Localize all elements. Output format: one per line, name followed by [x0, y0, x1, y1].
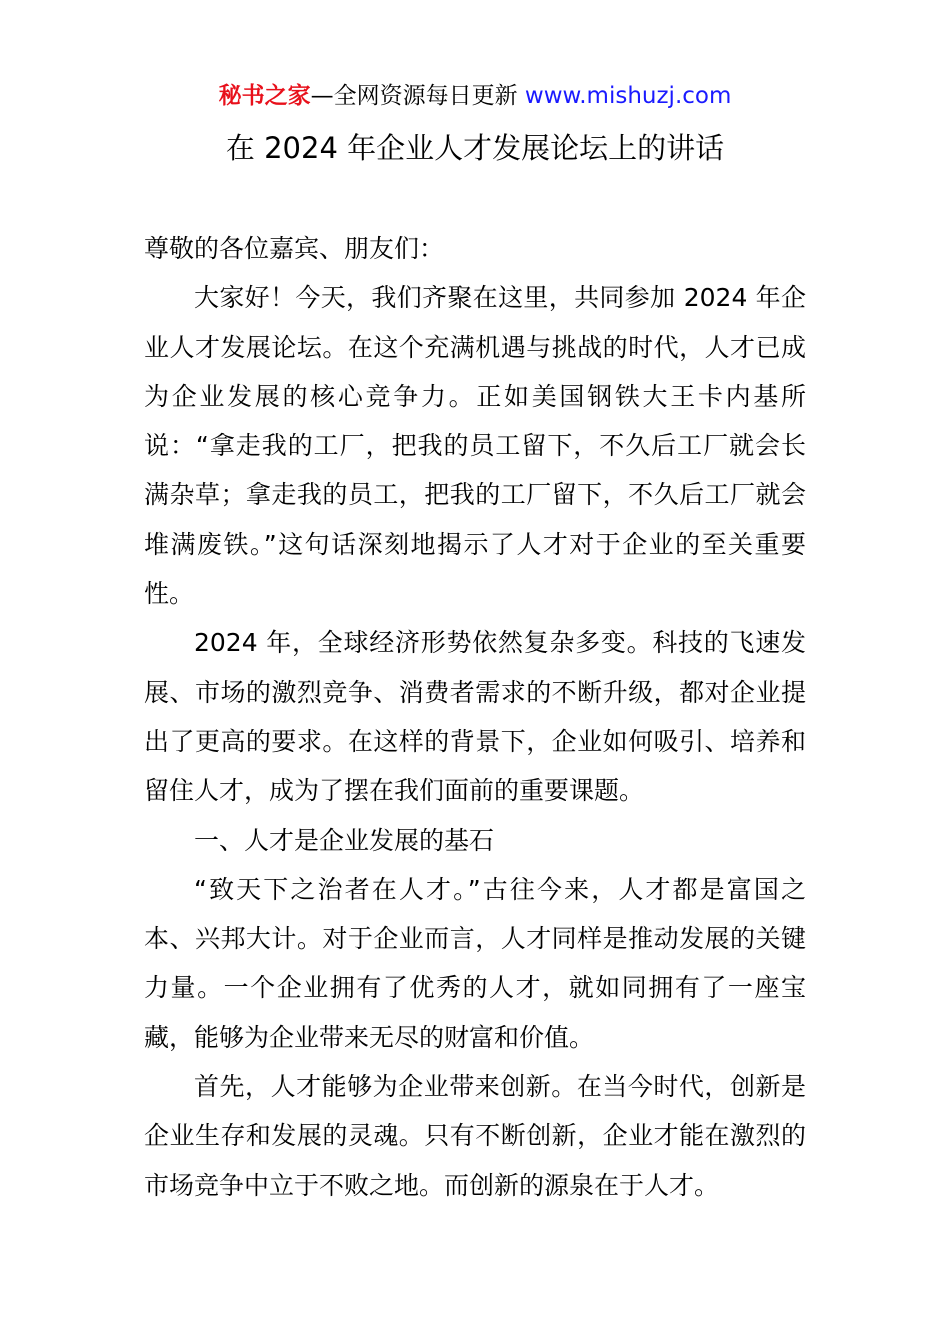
section-heading: 一、人才是企业发展的基石 [194, 825, 495, 855]
site-url-link[interactable]: www.mishuzj.com [524, 83, 732, 109]
site-brand: 秘书之家 [218, 83, 311, 109]
site-header [0, 80, 950, 112]
site-tagline: —全网资源每日更新 [310, 83, 525, 109]
document-body [144, 224, 806, 1210]
document-title: 在 2024 年企业人才发展论坛上的讲话 [225, 131, 725, 165]
body-paragraph: 大家好！今天，我们齐聚在这里，共同参加 2024 年企业人才发展论坛。在这个充满机遇与挑战的时代，人才已成为企业发展的核心竞争力。正如美国钢铁大王卡内基所说：“拿走我的工厂，把我的员工留下，不久后工厂就会长满杂草；拿走我的员工，把我的工厂留下，不久后工厂就会堆满废铁。”这句话深刻地揭示了人才对于企业的至关重要性。 [144, 283, 806, 609]
salutation: 尊敬的各位嘉宾、朋友们： [144, 234, 445, 263]
body-paragraph: 首先，人才能够为企业带来创新。在当今时代，创新是企业生存和发展的灵魂。只有不断创新，企业才能在激烈的市场竞争中立于不败之地。而创新的源泉在于人才。 [144, 1072, 806, 1200]
body-paragraph: 2024 年，全球经济形势依然复杂多变。科技的飞速发展、市场的激烈竞争、消费者需求的不断升级，都对企业提出了更高的要求。在这样的背景下，企业如何吸引、培养和留住人才，成为了摆在我们面前的重要课题。 [144, 628, 806, 806]
body-paragraph: “致天下之治者在人才。”古往今来，人才都是富国之本、兴邦大计。对于企业而言，人才同样是推动发展的关键力量。一个企业拥有了优秀的人才，就如同拥有了一座宝藏，能够为企业带来无尽的财富和价值。 [144, 874, 806, 1052]
